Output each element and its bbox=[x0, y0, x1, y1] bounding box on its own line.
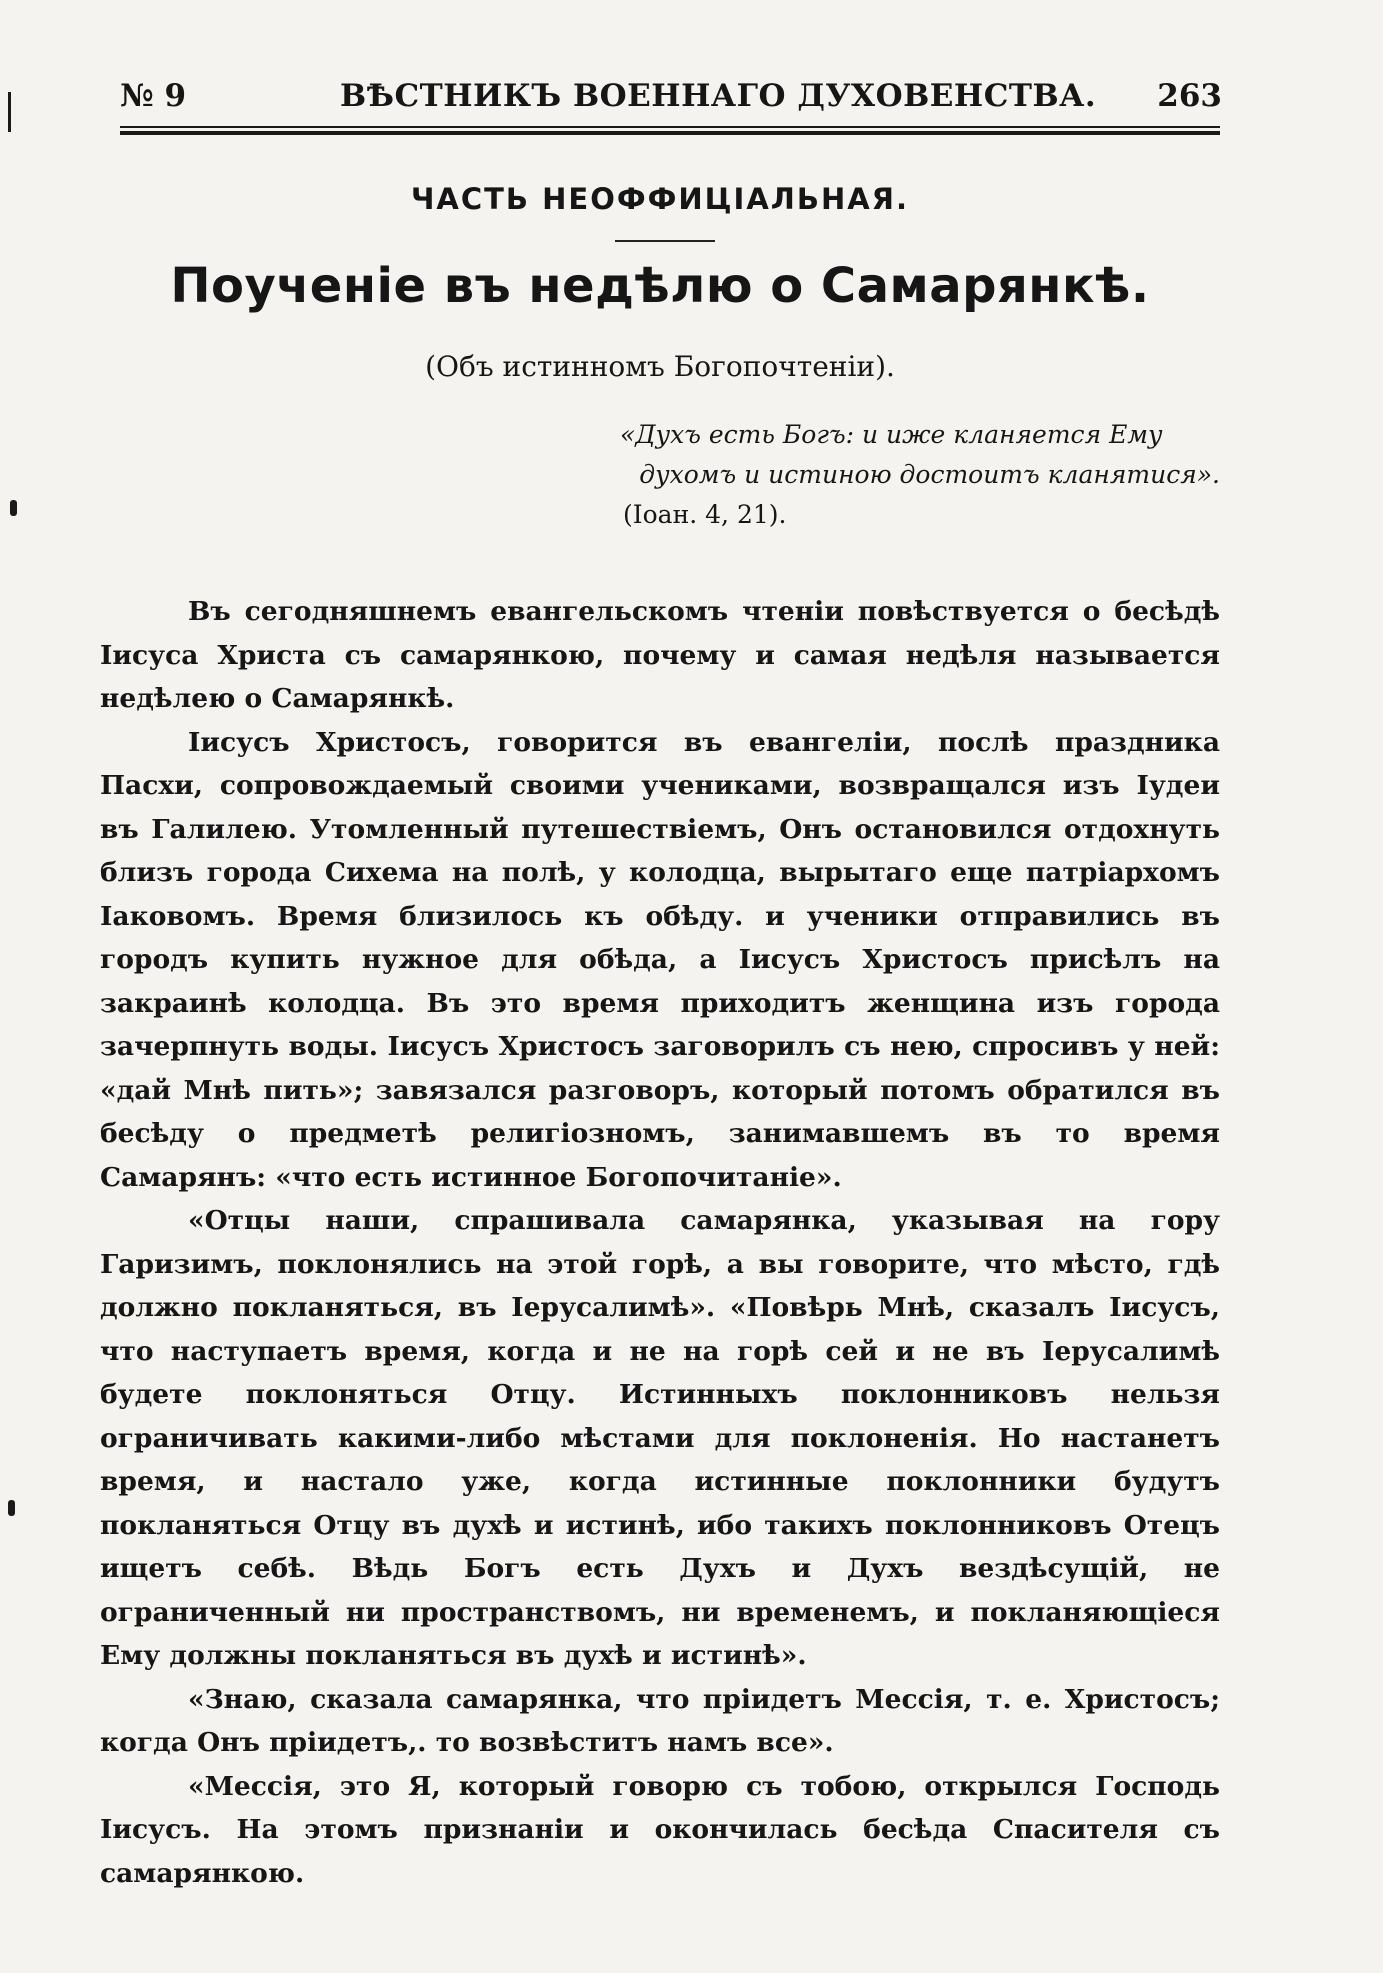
header-rule-thick bbox=[120, 131, 1220, 135]
paragraph: Въ сегодняшнемъ евангельскомъ чтеніи повѣствуется о бесѣдѣ Іисуса Христа съ самарянкою, почему и самая недѣля называется недѣлею о Самарянкѣ. bbox=[100, 596, 1220, 714]
article-body bbox=[100, 590, 1220, 1895]
paragraph: «Знаю, сказала самарянка, что пріидетъ Мессія, т. е. Христосъ; когда Онъ пріидетъ,. то возвѣститъ намъ все». bbox=[100, 1683, 1220, 1758]
section-title: ЧАСТЬ НЕОФФИЦІАЛЬНАЯ. bbox=[410, 182, 910, 216]
margin-mark bbox=[8, 92, 11, 132]
issue-number: № 9 bbox=[120, 78, 187, 114]
epigraph-line: духомъ и истиною достоитъ кланятися». bbox=[639, 460, 1220, 489]
page-number: 263 bbox=[1157, 78, 1222, 114]
epigraph bbox=[620, 415, 1220, 495]
paragraph: Іисусъ Христосъ, говорится въ евангеліи, послѣ праздника Пасхи, сопровождаемый своими учениками, возвращался изъ Іудеи въ Галилею. Утомленный путешествіемъ, Онъ остановился отдохнуть близъ города Сихема на полѣ, у колодца, вырытаго еще патріархомъ Іаковомъ. Время близилось къ обѣду. и ученики отправились въ городъ купить нужное для обѣда, а Іисусъ Христосъ присѣлъ на закраинѣ колодца. Въ это время приходитъ женщина изъ города зачерпнуть воды. Іисусъ Христосъ заговорилъ съ нею, спросивъ у ней: «дай Мнѣ пить»; завязался разговоръ, который потомъ обратился въ бесѣду о предметѣ религіозномъ, занимавшемъ въ то время Самарянъ: «что есть истинное Богопочитаніе». bbox=[100, 726, 1220, 1193]
epigraph-reference: (Іоан. 4, 21). bbox=[623, 500, 787, 529]
journal-title: ВѢСТНИКЪ ВОЕННАГО ДУХОВЕНСТВА. bbox=[340, 78, 1097, 114]
running-header bbox=[100, 70, 1220, 118]
margin-mark bbox=[10, 500, 17, 516]
article-title: Поученіе въ недѣлю о Самарянкѣ. bbox=[170, 258, 1150, 314]
page bbox=[100, 70, 1222, 1889]
epigraph-line: «Духъ есть Богъ: и иже кланяется Ему bbox=[620, 420, 1163, 449]
margin-mark bbox=[8, 1500, 15, 1516]
header-rule-thin bbox=[120, 126, 1220, 128]
section-divider bbox=[615, 240, 715, 242]
paragraph: «Отцы наши, спрашивала самарянка, указывая на гору Гаризимъ, поклонялись на этой горѣ, а вы говорите, что мѣсто, гдѣ должно покланяться, въ Іерусалимѣ». «Повѣрь Мнѣ, сказалъ Іисусъ, что наступаетъ время, когда и не на горѣ сей и не въ Іерусалимѣ будете поклоняться Отцу. Истинныхъ поклонниковъ нельзя ограничивать какими-либо мѣстами для поклоненія. Но настанетъ время, и настало уже, когда истинные поклонники будутъ покланяться Отцу въ духѣ и истинѣ, ибо такихъ поклонниковъ Отецъ ищетъ себѣ. Вѣдь Богъ есть Духъ и Духъ вездѣсущій, не ограниченный ни пространствомъ, ни временемъ, и покланяющіеся Ему должны покланяться въ духѣ и истинѣ». bbox=[100, 1205, 1220, 1671]
article-subtitle: (Объ истинномъ Богопочтеніи). bbox=[425, 350, 895, 383]
paragraph: «Мессія, это Я, который говорю съ тобою, открылся Господь Іисусъ. На этомъ признаніи и окончилась бесѣда Спасителя съ самарянкою. bbox=[100, 1770, 1220, 1889]
